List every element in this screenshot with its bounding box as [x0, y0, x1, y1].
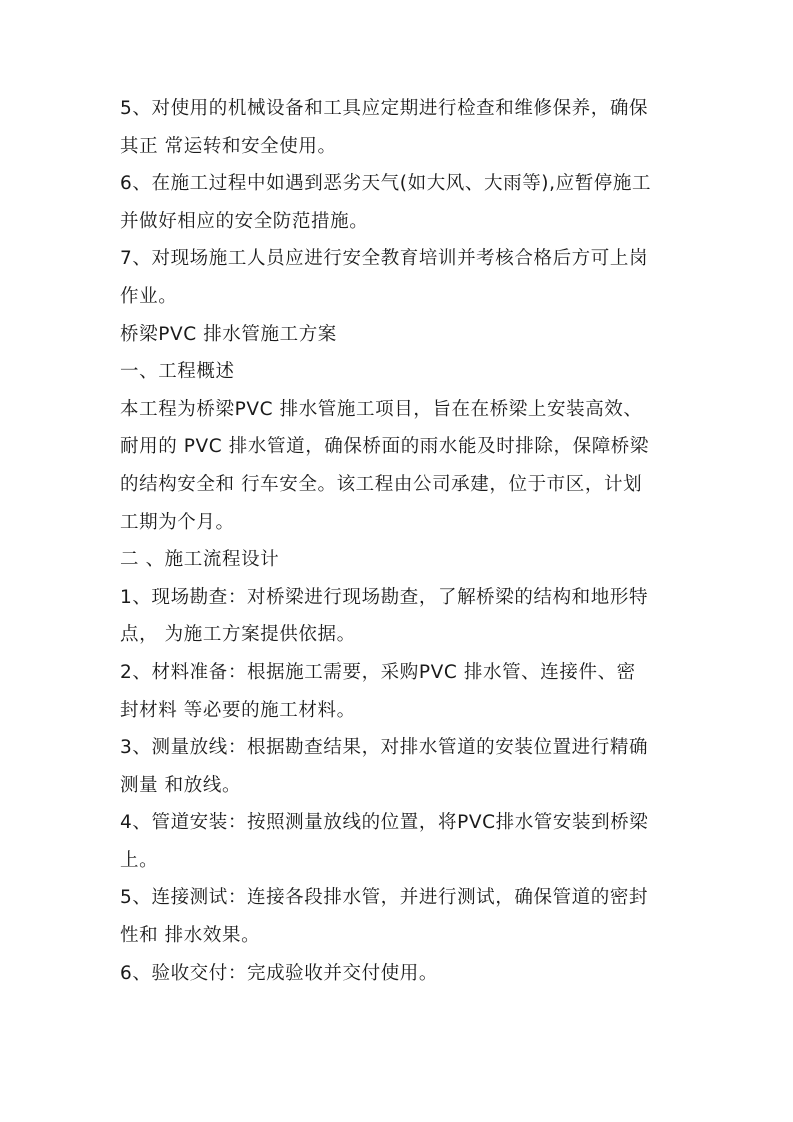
text-line: 5、对使用的机械设备和工具应定期进行检查和维修保养，确保: [120, 98, 649, 119]
heading-overview: [120, 353, 675, 391]
text-line: 5、连接测试：连接各段排水管，并进行测试，确保管道的密封: [120, 887, 649, 909]
text-line: 二 、施工流程设计: [120, 549, 280, 571]
text-line: 上。: [120, 849, 159, 871]
text-line: 耐用的 PVC 排水管道，确保桥面的雨水能及时排除，保障桥梁: [120, 436, 649, 458]
text-line: 测量 和放线。: [120, 774, 242, 796]
text-line: 封材料 等必要的施工材料。: [120, 699, 356, 721]
paragraph-step-measure: [120, 729, 675, 804]
paragraph-training: [120, 240, 675, 315]
paragraph-step-install: [120, 804, 675, 879]
paragraph-step-acceptance: [120, 955, 675, 993]
paragraph-step-survey: [120, 579, 675, 654]
text-line: 6、验收交付：完成验收并交付使用。: [120, 962, 438, 984]
text-line: 性和 排水效果。: [120, 925, 261, 947]
text-line: 桥梁PVC 排水管施工方案: [120, 323, 337, 345]
text-line: 一、工程概述: [120, 361, 235, 383]
text-line: 本工程为桥梁PVC 排水管施工项目，旨在在桥梁上安装高效、: [120, 398, 643, 420]
text-line: 其正 常运转和安全使用。: [120, 135, 337, 157]
text-line: 2、材料准备：根据施工需要，采购PVC 排水管、连接件、密: [120, 661, 636, 683]
text-line: 7、对现场施工人员应进行安全教育培训并考核合格后方可上岗: [120, 248, 649, 270]
text-line: 工期为个月。: [120, 511, 235, 533]
text-line: 作业。: [120, 285, 178, 307]
paragraph-step-materials: [120, 654, 675, 729]
text-line: 的结构安全和 行车安全。该工程由公司承建，位于市区，计划: [120, 473, 643, 495]
heading-process: [120, 541, 675, 579]
text-line: 3、测量放线：根据勘查结果，对排水管道的安装位置进行精确: [120, 737, 649, 759]
text-line: 4、管道安装：按照测量放线的位置，将PVC排水管安装到桥梁: [120, 812, 649, 834]
paragraph-weather: [120, 165, 675, 240]
text-line: 6、在施工过程中如遇到恶劣天气(如大风、大雨等),应暂停施工: [120, 173, 652, 195]
text-line: 点， 为施工方案提供依据。: [120, 624, 356, 646]
paragraph-step-test: [120, 879, 675, 954]
text-line: 1、现场勘查：对桥梁进行现场勘查，了解桥梁的结构和地形特: [120, 586, 649, 608]
paragraph-maintenance: [120, 90, 675, 165]
section-title: [120, 316, 675, 354]
text-line: 并做好相应的安全防范措施。: [120, 210, 369, 232]
paragraph-overview: [120, 391, 675, 541]
document-body: [120, 90, 675, 992]
